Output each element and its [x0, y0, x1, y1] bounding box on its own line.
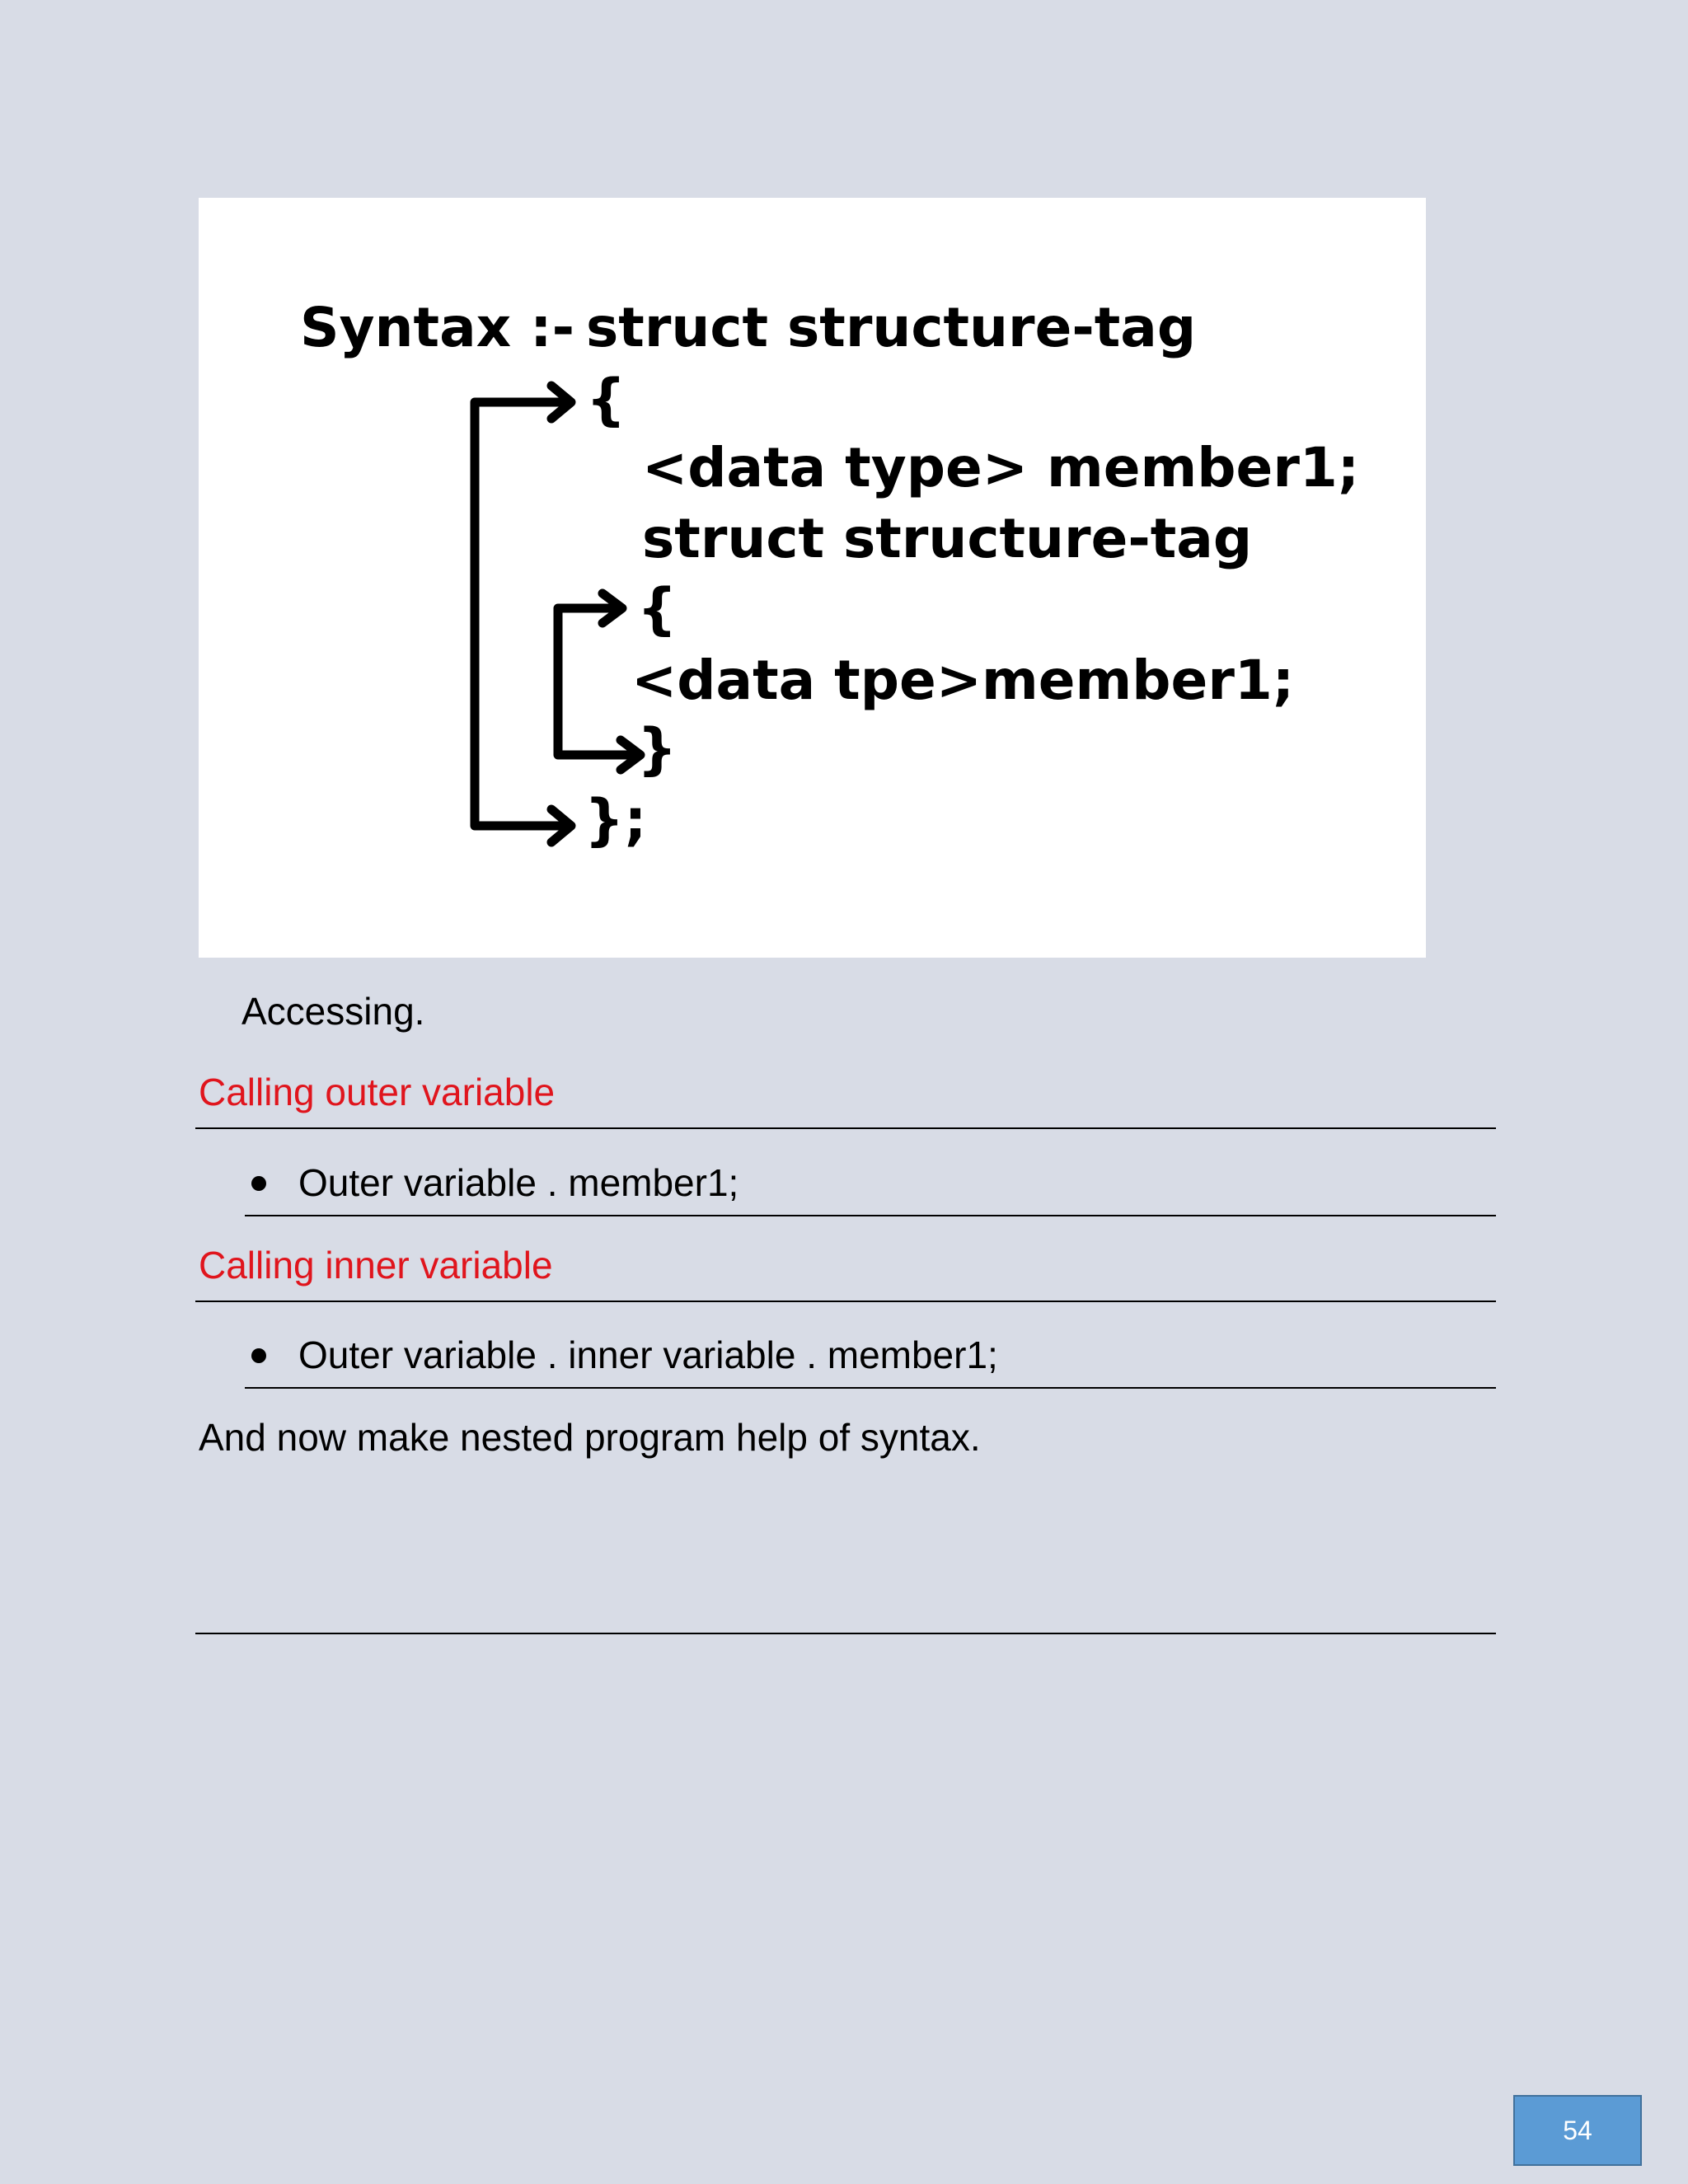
syntax-line-inner-member: <data tpe>member1;	[631, 649, 1295, 712]
syntax-line-struct-outer: struct structure-tag	[586, 296, 1197, 359]
inner-bracket-arrow-icon	[558, 593, 640, 770]
syntax-line-outer-close-brace: };	[584, 788, 647, 853]
inner-variable-bullet: Outer variable . inner variable . member1;	[298, 1333, 998, 1376]
syntax-line-struct-inner: struct structure-tag	[642, 507, 1253, 570]
calling-outer-variable-heading: Calling outer variable	[199, 1071, 556, 1113]
page-number-badge	[1513, 2095, 1642, 2166]
accessing-heading: Accessing.	[241, 990, 425, 1033]
inner-heading-underline	[195, 1301, 1496, 1302]
page-number: 54	[1563, 2115, 1592, 2145]
bullet-dot-icon	[251, 1176, 266, 1191]
outer-variable-bullet: Outer variable . member1;	[298, 1161, 739, 1204]
syntax-diagram	[199, 198, 1426, 958]
syntax-line-outer-member: <data type> member1;	[642, 436, 1360, 499]
outer-heading-underline	[195, 1127, 1496, 1129]
syntax-line-outer-open-brace: {	[586, 368, 626, 433]
syntax-line-inner-open-brace: {	[637, 577, 678, 642]
calling-inner-variable-heading: Calling inner variable	[199, 1244, 553, 1286]
syntax-label: Syntax :-	[300, 296, 574, 359]
bottom-rule	[195, 1633, 1496, 1634]
syntax-figure	[199, 198, 1426, 958]
syntax-line-inner-close-brace: }	[637, 717, 678, 782]
inner-bullet-underline	[245, 1387, 1496, 1389]
bullet-dot-icon	[251, 1348, 266, 1363]
outer-bullet-underline	[245, 1215, 1496, 1216]
closing-text: And now make nested program help of syntax.	[199, 1416, 981, 1459]
